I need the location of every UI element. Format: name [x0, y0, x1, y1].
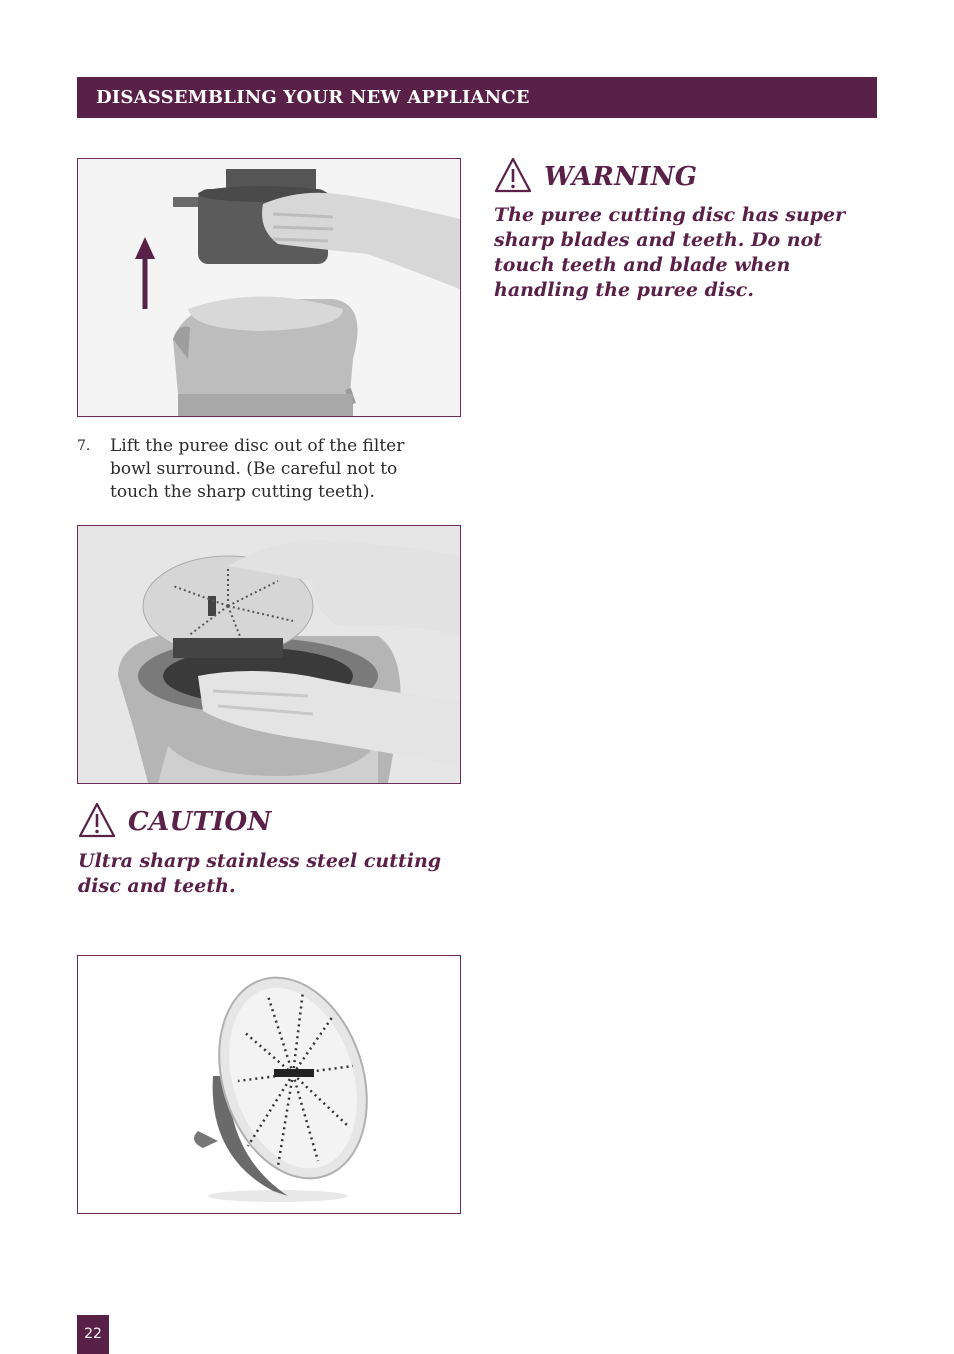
step-text: Lift the puree disc out of the filter bowl surround. (Be careful not to touch the sharp cutting teeth).: [110, 436, 405, 502]
section-title: DISASSEMBLING YOUR NEW APPLIANCE: [96, 87, 530, 108]
step-number: 7.: [77, 438, 91, 454]
photo-hands-disc: [77, 525, 461, 784]
section-header: [77, 77, 877, 118]
caution-heading: [78, 802, 272, 842]
warning-triangle-icon: [494, 157, 532, 197]
caution-text: Ultra sharp stainless steel cutting disc and teeth.: [78, 850, 442, 897]
caution-title: CAUTION: [128, 807, 272, 837]
page-number: 22: [77, 1315, 109, 1354]
warning-triangle-icon: [78, 802, 116, 842]
photo-puree-disc: [77, 955, 461, 1214]
warning-text: The puree cutting disc has super sharp blades and teeth. Do not touch teeth and blade when handling the puree disc.: [494, 204, 846, 301]
warning-heading: [494, 157, 697, 197]
warning-title: WARNING: [544, 162, 698, 192]
photo-lift-disc: [77, 158, 461, 417]
